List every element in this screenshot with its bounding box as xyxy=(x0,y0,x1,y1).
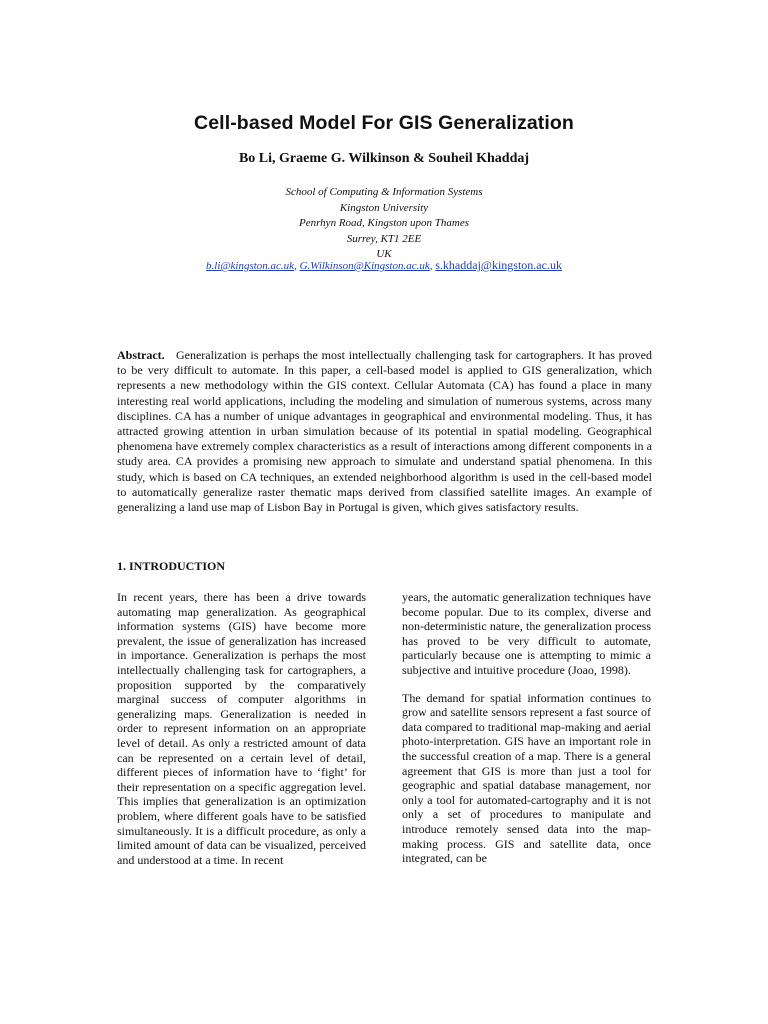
affiliation-country: UK xyxy=(376,248,392,261)
email-link-li[interactable]: b.li@kingston.ac.uk xyxy=(206,260,295,272)
affiliation-school: School of Computing & Information Systems xyxy=(285,186,483,198)
section-heading: 1. INTRODUCTION xyxy=(117,559,226,573)
email-link-wilkinson[interactable]: G.Wilkinson@Kingston.ac.uk xyxy=(299,260,430,272)
paper-title: Cell-based Model For GIS Generalization xyxy=(194,112,574,134)
abstract-text: Generalization is perhaps the most intellectually challenging task for cartographers. It has proved to be very difficult to automate. In this paper, a cell-based model is applied to GIS generalization, which represents a new methodology within the GIS context. Cellular Automata (CA) has found a place in many interesting real world applications, including the modeling and simulation of numerous systems, across many disciplines. CA has a number of unique advantages in geographical and environmental modeling. Thus, it has attracted growing attention in urban simulation because of its potential in spatial modeling. Geographical phenomena have extremely complex characteristics as a result of interactions among different components in a study area. CA provides a promising new approach to simulate and understand spatial phenomena. In this study, which is based on CA techniques, an extended neighborhood algorithm is used in the cell-based model to automatically generalize raster thematic maps derived from classified satellite images. An example of generalizing a land use map of Lisbon Bay in Portugal is given, which gives satisfactory results. xyxy=(117,348,653,515)
abstract-paragraph xyxy=(117,348,652,515)
right-column xyxy=(402,590,651,879)
email-separator: , xyxy=(294,260,297,272)
affiliation-postcode: Surrey, KT1 2EE xyxy=(346,232,422,245)
email-link-khaddaj[interactable]: s.khaddaj@kingston.ac.uk xyxy=(435,258,562,272)
affiliation-street: Penrhyn Road, Kingston upon Thames xyxy=(299,217,469,230)
author-list: Bo Li, Graeme G. Wilkinson & Souheil Khaddaj xyxy=(238,151,530,166)
email-separator: , xyxy=(429,260,433,272)
body-paragraph: In recent years, there has been a drive towards automating map generalization. As geographical information systems (GIS) have become more prevalent, the issue of generalization has increased in importance. Generalization is perhaps the most intellectually challenging task for cartographers, a proposition supported by the comparatively marginal success of computer algorithms in generalizing maps. Generalization is needed in order to represent information on an appropriate level of detail. As only a restricted amount of data can be represented on a certain level of detail, different pieces of information have to ‘fight’ for their representation on a specific aggregation level. This implies that generalization is an optimization problem, where different goals have to be satisfied simultaneously. It is a difficult procedure, as only a limited amount of data can be visualized, perceived and understood at a time. In recent xyxy=(117,590,366,867)
affiliation-block xyxy=(0,185,768,263)
body-paragraph: The demand for spatial information continues to grow and satellite sensors represent a fast source of data compared to traditional map-making and aerial photo-interpretation. GIS have an important role in the successful creation of a map. There is a general agreement that GIS is more than just a tool for geographic and spatial database management, nor only a tool for automated-cartography and it is not only a set of procedures to manipulate and introduce remotely sensed data into the map-making process. GIS and satellite data, once integrated, can be xyxy=(402,690,651,866)
body-paragraph: years, the automatic generalization techniques have become popular. Due to its complex, diverse and non-deterministic nature, the generalization process has proved to be very difficult to automate, particularly because one is attempting to mimic a subjective and intuitive procedure (Joao, 1998). xyxy=(402,590,651,677)
email-line xyxy=(0,258,768,273)
affiliation-university: Kingston University xyxy=(339,201,429,214)
left-column xyxy=(117,590,366,880)
abstract-label: Abstract. xyxy=(117,348,165,362)
